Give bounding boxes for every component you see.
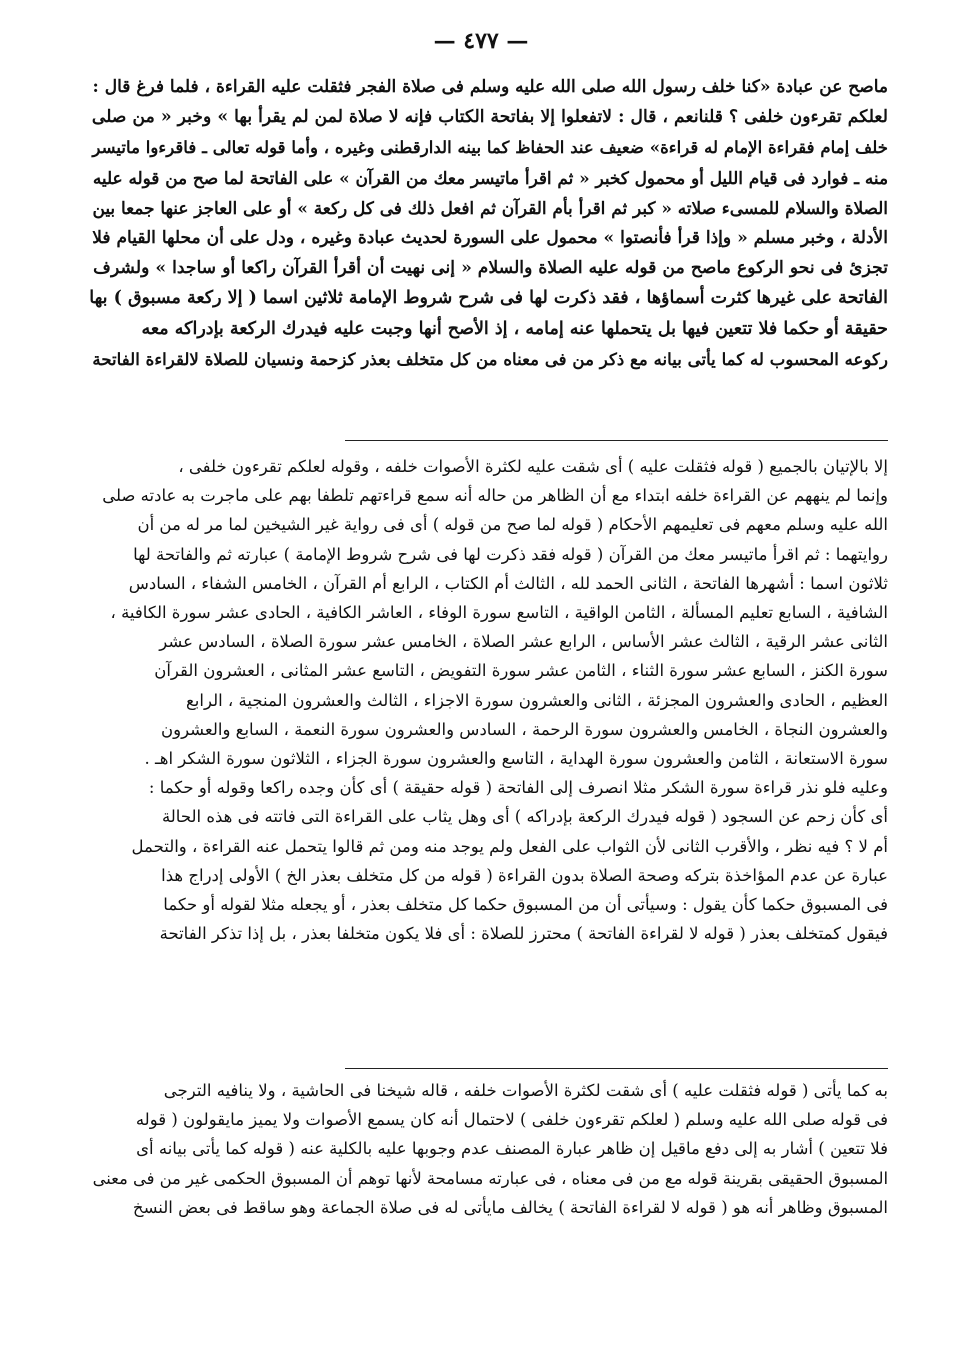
main-text-line: خلف إمام فقراءة الإمام له قراءة» ضعيف عند الحفاظ كما بينه الدارقطنى وغيره ، وأما قوله تعالى ـ فاقرءوا ماتيسر xyxy=(92,137,888,158)
commentary-line: روايتهما : ثم اقرأ ماتيسر معك من القرآن ( قوله فقد ذكرت لها فى شرح شروط الإمامة ) عبارته ثم والفاتحة لها xyxy=(133,544,888,564)
gloss-line: فى قوله صلى الله عليه وسلم ( لعلكم تقرءون خلفى ) لاحتمال أنه كان يسمع الأصوات ولا يميز مايقولون ( قوله xyxy=(135,1110,888,1130)
gloss-text xyxy=(88,1076,888,1222)
main-text-line: ركوعه المحسوب له كما يأتى بيانه مع ذكر من فى معناه من كل متخلف بعذر كزحمة ونسيان للصلاة لالقراءة الفاتحة xyxy=(92,348,888,369)
commentary-line: سورة الكنز ، السابع عشر سورة الثناء ، الثامن عشر سورة التفويض ، التاسع عشر المثانى ، العشرون القرآن xyxy=(154,661,888,681)
commentary-line: أم لا ؟ فيه نظر ، والأقرب الثانى لأن الثواب على الفعل ولم يوجد منه ومن ثم قالوا يتحمل عنه القراءة ، والتحمل xyxy=(131,836,888,856)
section-divider xyxy=(345,1068,888,1069)
commentary-line: أى كأن زحم عن السجود ( قوله فيدرك الركعة بإدراكه ) أى وهل يثاب على القراءة التى فاتته فى هذه الحالة xyxy=(161,807,888,827)
main-text-line: تجزئ فى نحو الركوع ماصح من قوله عليه الصلاة والسلام « إنى نهيت أن أقرأ القرآن راكعا أو ساجدا » ولشرف xyxy=(93,258,888,279)
main-text-line: الصلاة والسلام للمسىء صلاته « كبر ثم اقرأ بأم القرآن ثم افعل ذلك فى كل ركعة » أو على العاجز عنها جمعا بين xyxy=(92,197,888,218)
gloss-line: فلا تتعين ) أشار به إلى دفع ماقيل إن ظاهر عبارة المصنف عدم وجوبها عليه بالكلية عنه ( قوله كما يأتى بيانه أى xyxy=(136,1139,888,1159)
commentary-line: ثلاثون اسما : أشهرها الفاتحة ، الثانى الحمد لله ، الثالث أم الكتاب ، الرابع أم القرآن ، الخامس الشفاء ، السادس xyxy=(128,573,888,593)
main-text-line: لعلكم تقرءون خلفى ؟ قلنانعم ، قال : لاتفعلوا إلا بفاتحة الكتاب فإنه لا صلاة لمن لم يقرأ بها » وخبر « من صلى xyxy=(91,107,888,128)
commentary-line: الشافية ، السابع تعليم المسألة ، الثامن الواقية ، التاسع سورة الوفاء ، العاشر الكافية ، الحادى عشر سورة الكافية ، xyxy=(110,603,888,623)
commentary-line: وعليه فلو نذر قراءة سورة الشكر مثلا انصرف إلى الفاتحة ( قوله حقيقة ) أى كأن وجده راكعا وقوله أو حكما : xyxy=(148,778,888,798)
main-text xyxy=(88,72,888,374)
commentary-line: وإنما لم ينههم عن القراءة خلفه ابتداء مع أن الظاهر من حاله أنه سمع قراءتهم تلطفا بهم على ماجرت به عادته صلى xyxy=(102,486,888,506)
commentary-line: إلا بالإتيان بالجميع ( قوله فثقلت عليه ) أى شقت عليه لكثرة الأصوات خلفه ، وقوله لعلكم تقرءون خلفى ، xyxy=(178,457,888,476)
commentary-line: فى المسبوق حكما كأن يقول : وسيأتى أن من المسبوق حكما كل متخلف بعذر ، أو يجعله مثلا لقوله أو حكما xyxy=(163,895,888,915)
commentary-line: والعشرون النجاة ، الخامس والعشرون سورة الرحمة ، السادس والعشرون سورة النعمة ، السابع والعشرون xyxy=(160,719,888,739)
main-text-line: منه ـ فوارد فى قيام الليل أو محمول كخبر « ثم اقرأ ماتيسر معك من القرآن » على الفاتحة لما صح من قوله عليه xyxy=(92,167,888,188)
section-divider xyxy=(345,440,888,441)
gloss-line: المسبوق الحقيقى بقرينة قوله مع من فى معناه ، فى عبارته مسامحة لأنها توهم أن المسبوق الحكمى غير من فى معنى xyxy=(92,1168,888,1188)
page-number: — ٤٧٧ — xyxy=(433,28,529,54)
main-text-line: حقيقة أو حكما فلا تتعين فيها بل يتحملها عنه إمامه ، إذ الأصح أنها وجبت عليه فيدرك الركعة بإدراكه معه xyxy=(141,318,888,339)
commentary-line: العظيم ، الحادى والعشرون المجزئة ، الثانى والعشرون سورة الاجزاء ، الثالث والعشرون المنجية ، الرابع xyxy=(186,690,888,710)
gloss-line: المسبوق وظاهر أنه هو ( قوله لا لقراءة الفاتحة ) يخالف مايأتى له فى صلاة الجماعة وهو ساقط فى بعض النسخ xyxy=(132,1197,888,1217)
gloss-line: به كما يأتى ( قوله فثقلت عليه ) أى شقت لكثرة الأصوات خلفه ، قاله شيخنا فى الحاشية ، ولا ينافيه الترجى xyxy=(163,1081,888,1100)
commentary-line: عبارة عن عدم المؤاخذة بتركه وصحة الصلاة بدون القراءة ( قوله من كل متخلف بعذر الخ ) الأولى إدراج هذا xyxy=(161,865,888,885)
commentary-line: الثانى عشر الرقية ، الثالث عشر الأساس ، الرابع عشر الصلاة ، الخامس عشر سورة الصلاة ، السادس عشر xyxy=(159,632,888,652)
commentary-line: الله عليه وسلم معهم فى تعليمهم الأحكام ( قوله لما صح من قوله ) أى فى رواية غير الشيخين لما مر له من أن xyxy=(137,515,888,535)
main-text-line: ماصح عن عبادة «كنا خلف رسول الله صلى الله عليه وسلم فى صلاة الفجر فثقلت عليه القراءة ، فلما فرغ قال : xyxy=(92,77,888,97)
commentary-line: فيقول كمتخلف بعذر ( قوله لا لقراءة الفاتحة ) محترز للصلاة : أى فلا يكون متخلفا بعذر ، بل إذا تذكر الفاتحة xyxy=(159,924,888,944)
main-text-line: الفاتحة على غيرها كثرت أسماؤها ، فقد ذكرت لها فى شرح شروط الإمامة ثلاثين اسما ( إلا ركعة مسبوق ) بها xyxy=(89,288,888,309)
main-text-line: الأدلة ، وخبر مسلم « وإذا قرأ فأنصتوا » محمول على السورة لحديث عبادة وغيره ، ودل على أن محلها القيام فلا xyxy=(92,228,888,249)
commentary-line: سورة الاستعانة ، الثامن والعشرون سورة الهداية ، التاسع والعشرون سورة الجزاء ، الثلاثون سورة الشكر اهـ . xyxy=(144,749,888,769)
commentary-text xyxy=(88,452,888,948)
